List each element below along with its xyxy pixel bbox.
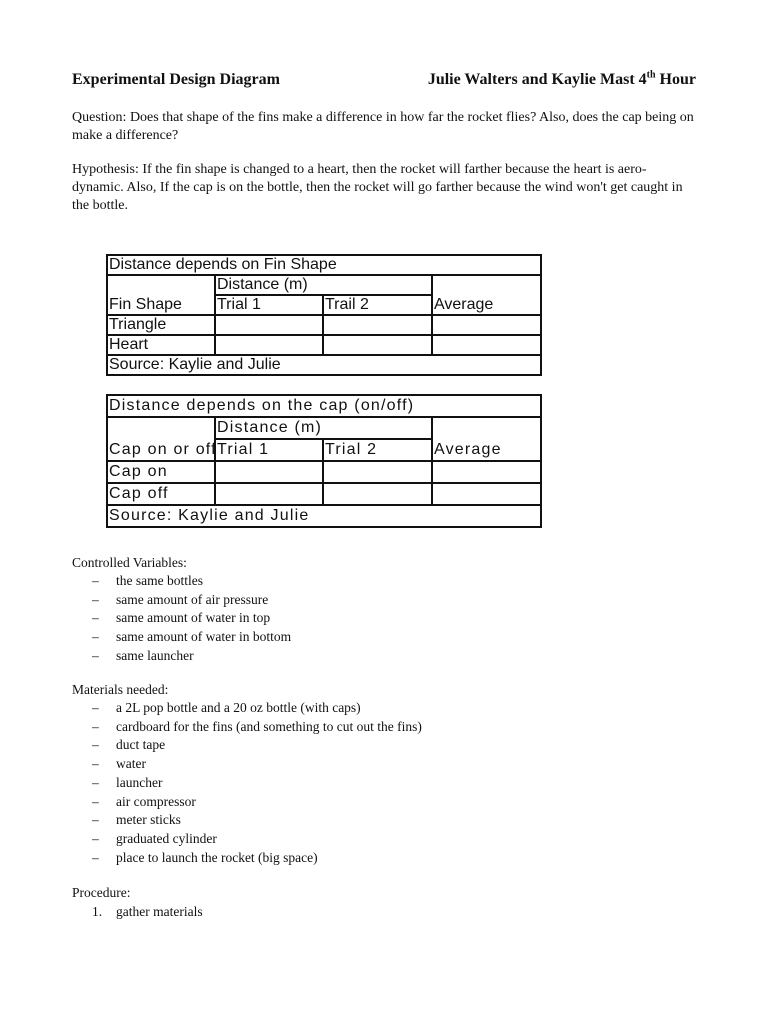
question-paragraph: Question: Does that shape of the fins make a difference in how far the rocket flies? Also, does the cap being on make a difference? bbox=[72, 110, 694, 143]
table-row bbox=[107, 461, 541, 483]
authors-hour: Hour bbox=[655, 71, 696, 88]
list-item bbox=[92, 849, 422, 868]
data-cell bbox=[323, 315, 432, 335]
list-item bbox=[92, 718, 422, 737]
authors-line bbox=[428, 71, 696, 89]
list-item-text: same launcher bbox=[116, 647, 194, 663]
list-marker: – bbox=[92, 849, 99, 865]
controlled-variables-heading: Controlled Variables: bbox=[72, 555, 187, 570]
row-header-cell: Fin Shape bbox=[107, 275, 215, 315]
list-item-text: same amount of water in top bbox=[116, 610, 271, 626]
list-item bbox=[92, 572, 291, 591]
list-marker: – bbox=[92, 591, 99, 607]
list-item-text: meter sticks bbox=[116, 812, 181, 828]
row-header-cell: Cap on or off bbox=[107, 417, 215, 461]
list-item-text: water bbox=[116, 756, 146, 772]
data-cell bbox=[215, 335, 323, 355]
list-item bbox=[92, 830, 422, 849]
table-row bbox=[107, 483, 541, 505]
group-header-cell: Distance (m) bbox=[215, 417, 432, 439]
row-label-cell: Cap on bbox=[107, 461, 215, 483]
list-number: 1. bbox=[92, 904, 103, 919]
average-header-cell: Average bbox=[432, 417, 541, 461]
list-item bbox=[92, 609, 291, 628]
list-item bbox=[92, 591, 291, 610]
table-source: Source: Kaylie and Julie bbox=[107, 355, 541, 375]
list-item bbox=[92, 647, 291, 666]
column-header-cell: Trial 1 bbox=[215, 295, 323, 315]
list-item bbox=[92, 793, 422, 812]
list-item-text: the same bottles bbox=[116, 573, 203, 588]
data-cell bbox=[215, 461, 323, 483]
list-item-text: same amount of water in bottom bbox=[116, 629, 292, 645]
data-cell bbox=[323, 461, 432, 483]
table-title: Distance depends on the cap (on/off) bbox=[107, 395, 541, 417]
cap-table bbox=[106, 394, 542, 528]
list-marker: – bbox=[92, 718, 99, 734]
table-source-row bbox=[107, 355, 541, 375]
list-marker: – bbox=[92, 812, 99, 828]
list-marker: – bbox=[92, 830, 99, 846]
list-marker: – bbox=[92, 793, 99, 809]
list-item bbox=[92, 755, 422, 774]
row-label-cell: Triangle bbox=[107, 315, 215, 335]
ordinal-suffix: th bbox=[646, 69, 656, 81]
data-cell bbox=[323, 483, 432, 505]
table-title-row bbox=[107, 395, 541, 417]
authors-names: Julie Walters and Kaylie Mast 4 bbox=[427, 71, 647, 88]
row-label-cell: Cap off bbox=[107, 483, 215, 505]
table-source: Source: Kaylie and Julie bbox=[107, 505, 541, 527]
list-item-text: place to launch the rocket (big space) bbox=[116, 849, 318, 865]
list-item bbox=[92, 811, 422, 830]
row-label-cell: Heart bbox=[107, 335, 215, 355]
group-header-cell: Distance (m) bbox=[215, 275, 432, 295]
list-marker: – bbox=[92, 573, 99, 588]
list-item-text: air compressor bbox=[116, 793, 196, 809]
list-item-text: graduated cylinder bbox=[116, 830, 217, 846]
data-cell bbox=[432, 483, 541, 505]
list-marker: – bbox=[92, 610, 99, 626]
list-item-text: a 2L pop bottle and a 20 oz bottle (with caps) bbox=[116, 700, 361, 715]
list-marker: – bbox=[92, 629, 99, 645]
fin-shape-table bbox=[106, 254, 542, 376]
controlled-variables-list bbox=[92, 572, 291, 666]
data-cell bbox=[432, 461, 541, 483]
list-item-text: launcher bbox=[116, 774, 163, 790]
table-title-row bbox=[107, 255, 541, 275]
column-header-cell: Trail 2 bbox=[323, 295, 432, 315]
table-row bbox=[107, 315, 541, 335]
list-item-text: same amount of air pressure bbox=[116, 591, 269, 607]
materials-heading: Materials needed: bbox=[72, 682, 169, 697]
procedure-heading: Procedure: bbox=[72, 885, 131, 900]
list-marker: – bbox=[92, 647, 99, 663]
table-header-row bbox=[107, 417, 541, 439]
document-title: Experimental Design Diagram bbox=[72, 71, 280, 88]
list-marker: – bbox=[92, 774, 99, 790]
procedure-list bbox=[92, 903, 203, 922]
list-item-text: gather materials bbox=[116, 904, 203, 919]
table-source-row bbox=[107, 505, 541, 527]
list-item bbox=[92, 736, 422, 755]
list-item bbox=[92, 903, 203, 922]
table-row bbox=[107, 335, 541, 355]
data-cell bbox=[323, 335, 432, 355]
data-cell bbox=[432, 335, 541, 355]
list-marker: – bbox=[92, 756, 99, 772]
list-item-text: cardboard for the fins (and something to cut out the fins) bbox=[116, 718, 422, 734]
list-item bbox=[92, 628, 291, 647]
list-item bbox=[92, 699, 422, 718]
column-header-cell: Trial 1 bbox=[215, 439, 323, 461]
table-title: Distance depends on Fin Shape bbox=[107, 255, 541, 275]
data-cell bbox=[215, 315, 323, 335]
list-item bbox=[92, 774, 422, 793]
column-header-cell: Trial 2 bbox=[323, 439, 432, 461]
average-header-cell: Average bbox=[432, 275, 541, 315]
list-item-text: duct tape bbox=[116, 737, 166, 753]
materials-list bbox=[92, 699, 422, 867]
list-marker: – bbox=[92, 700, 99, 715]
hypothesis-paragraph: Hypothesis: If the fin shape is changed to a heart, then the rocket will farther because the heart is aero-dynamic. Also, If the cap is on the bottle, then the rocket will go farther because the wind won't get caught in the bottle. bbox=[72, 162, 683, 213]
list-marker: – bbox=[92, 737, 99, 753]
data-cell bbox=[432, 315, 541, 335]
data-cell bbox=[215, 483, 323, 505]
table-header-row bbox=[107, 275, 541, 295]
